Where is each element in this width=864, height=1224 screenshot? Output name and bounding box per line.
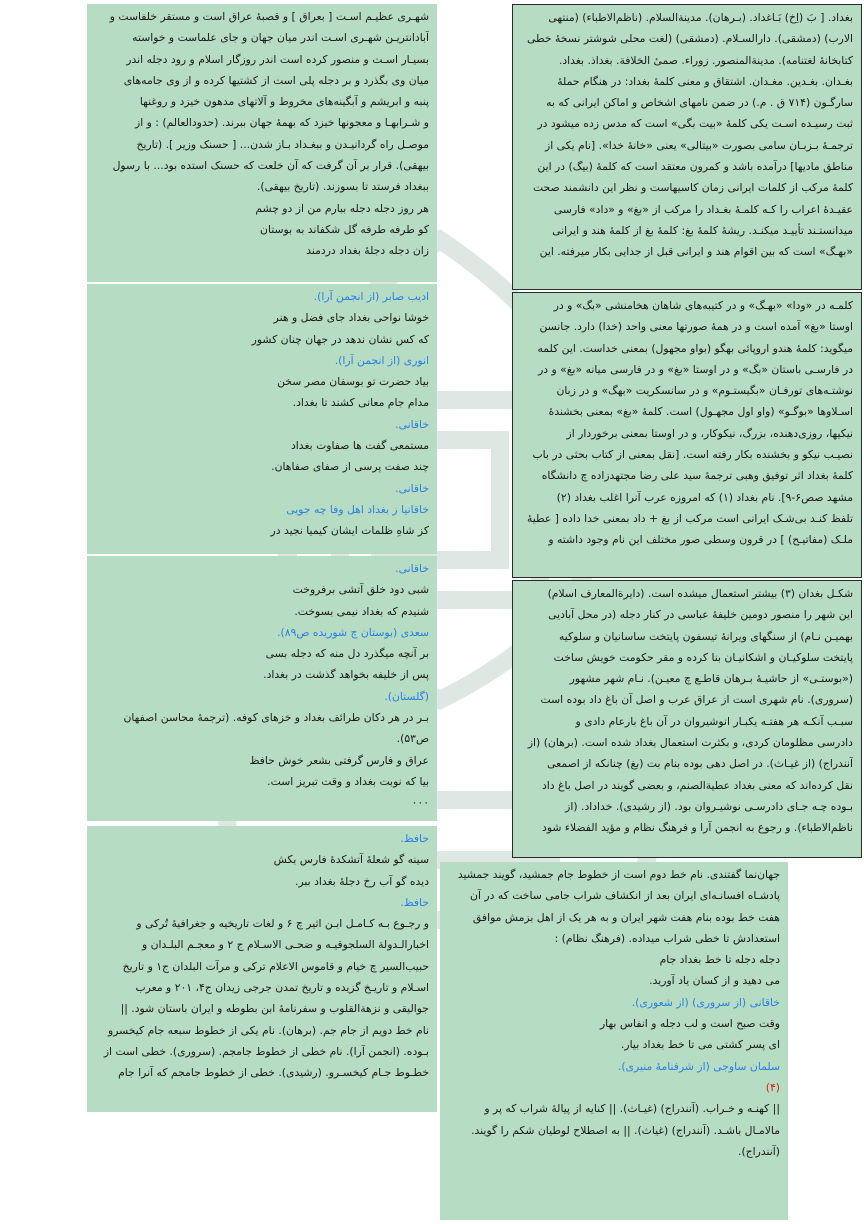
text-line: عراق و فارس گرفتی بشعر خوش حافظ	[249, 753, 429, 767]
text-line: کز شاهِ ظلمات ایشان کیمیا نجید در	[270, 524, 429, 538]
text-line: نوشتـه‌های تورفـان «بگیستـوم» و در سانسکریت «بهگ» و در زبان	[556, 384, 853, 398]
text-line: نصیـب نیکو و بخشنده بکار رفته است. [نقل بمعنی از کتاب بحثی در باب	[532, 448, 853, 462]
text-line: (گلستان).	[384, 689, 429, 703]
text-panel-5	[87, 284, 437, 554]
text-line: بـوده چـه جـای دادرسـی نوشیـروان بود. (از رشیدی). خداداد. (از	[565, 799, 853, 813]
text-line: این شهر را منصور دومین خلیفهٔ عباسی در کنار دجله (در محل آبادیی	[548, 608, 853, 622]
text-line: کلمهٔ بغداد اثر توفیق وهبی ترجمهٔ سید علی رضا مجتهدزاده چ دانشگاه	[541, 469, 853, 483]
text-line: ملـک (مفاتیـح) ] در قرون وسطی صور مختلف این نام وجود داشته و	[548, 533, 853, 547]
text-line: اخبارالـدولة السلجوقیـه و ضحـی الاسـلام ج ۲ و معجـم البلـدان و	[141, 938, 429, 952]
text-line: شنیدم که بغداد نیمی بسوخت.	[294, 604, 429, 618]
text-line: میگوید: کلمهٔ هندو اروپائی بهگو (بواو مجهول) بمعنی خداست. این کلمه	[537, 341, 853, 355]
text-line: خاقانی (از سروری) (از شعوری).	[631, 995, 780, 1009]
text-line: بـر در هر دکان طرائف بغداد و خزهای کوفه. (ترجمهٔ محاسن اصفهان	[123, 711, 429, 725]
text-line: حبیب‌السیر چ خیام و قاموس الاعلام ترکی و مرآت البلدان ج۱ و تاریخ	[122, 959, 429, 973]
text-line: هر روز دجله دجله ببارم من از دو چشم	[255, 201, 429, 215]
text-line: موصـل راه گردانیـدن و ببغـداد بـاز شدن... [ حسنک وزیر ]. (تاریخ	[136, 137, 429, 151]
text-line: حافظ.	[400, 832, 429, 845]
text-line: جوالیقی و نزهة‌القلوب و سفرنامهٔ ابن بطوطه و ایران باستان شود. ||	[120, 1002, 429, 1016]
text-line: تلفظ کنـد بی‌شـک ایرانی است مرکب از بغ + داد بمعنی خدا داده [ عطیهٔ	[526, 511, 853, 525]
text-line: چند صفت پرسی از صفای صفاهان.	[271, 460, 429, 474]
text-line: دجله دجله تا خط بغداد جام	[659, 953, 780, 967]
text-line: و شـرابهـا و معجونها خیزد که بهمهٔ جهان ببرند. (حدودالعالم) : و از	[135, 116, 429, 130]
text-line: وقت صبح است و لب دجله و انفاس بهار	[599, 1017, 780, 1031]
text-line: سبـب آنکـه هر هفتـه یکبـار انوشیروان در آن باغ بارعام دادی و	[575, 714, 853, 728]
text-line: نام خط دویم از جام جم. (برهان). نام یکی از خطوط سبعه جام کیخسرو	[108, 1023, 429, 1037]
text-line: ادیب صابر (از انجمن آرا).	[313, 290, 429, 303]
text-line: (آنندراج).	[738, 1144, 780, 1158]
text-line: نقل کرده‌اند که معنی بغداد عطیة‌الصنم، و بعضی گویند در اصل باغ داد	[541, 778, 853, 792]
text-line: کتابخانهٔ لغتنامه). مدینة‌المنصور. زوراء. صمیٔ الخلافة. بغداذ. بغداد.	[558, 53, 853, 67]
text-line: بغـدان. بغـدین. مغـدان. اشتقاق و معنی کلمهٔ بغداد: در هنگام حملهٔ	[557, 74, 853, 88]
text-line: آبادانتریـن شهـری اسـت اندر میان جهان و جای علماست و خواسته	[132, 31, 429, 45]
text-line: ثبت رسیـده اسـت یکی کلمهٔ «بیت بگی» است که مدس زده میشود در	[537, 117, 853, 131]
text-line: استعدادش تا خطی شراب میداده. (فرهنگ نظام) :	[554, 931, 780, 945]
text-line: حافظ.	[400, 895, 429, 909]
text-line: بـوده. (انجمن آرا). نام خطی از خطوط جامجم. (سروری). خطی است از	[103, 1044, 429, 1058]
text-line: خاقانی.	[395, 562, 429, 575]
text-line: کلمهٔ مرکب از کلمات ایرانی زمان کاسیهاست و نظر این دانشمند صحت	[532, 181, 853, 195]
text-line: مدام جام معانی کشند تا بغداد.	[292, 396, 429, 410]
text-line: عقیـدهٔ اعراب را کـه کلمـهٔ بغـداد را مرکب از «بغ» و «داد» فارسی	[553, 202, 853, 216]
text-panel-3	[512, 580, 862, 858]
text-line: خاقانیا ز بغداد اهل وفا چه جویی	[286, 502, 429, 516]
text-line: پادشـاه افسانـه‌ای ایران بعد از انکشاف شراب جامی ساخت که در آن	[470, 889, 780, 903]
text-line: بیاد حضرت تو بوسفان مصر سخن	[277, 375, 429, 389]
text-line: انوری (از انجمن آرا).	[334, 353, 429, 367]
text-line: ۰۰۰	[411, 796, 429, 810]
text-panel-7	[87, 826, 437, 1112]
text-line: خطـوط جـام کیخسـرو. (رشیدی). خطی از خطوط جامجم که آنرا جام	[118, 1066, 429, 1080]
text-line: اوستا «بغ» آمده است و در همهٔ صورتها معنی واحد (خدا) دارد. جانسن	[539, 320, 853, 334]
text-line: پایتخت سلوکیـان و اشکانیـان بنا کرده و مقر حکومت خویش ساخت	[553, 650, 853, 664]
text-line: بغداد. [ بَ (اِخ) بَـاغداد. (بـرهان). مدینةالسلام. (ناظم‌الاطباء) (منتهی	[548, 11, 853, 24]
text-line: می دهید و از کسان یاد آورید.	[649, 974, 780, 988]
text-line: کو طرفه طرفه گل شکفاند به بوستان	[260, 222, 429, 236]
text-line: سعدی (بوستان چ شوریده ص۸۹).	[277, 625, 429, 639]
text-line: شکـل بغدان (۳) بیشتر استعمال میشده است. (دایرة‌المعارف اسلام)	[547, 587, 853, 600]
text-line: الارب) (دمشقی). دارالسـلام. (دمشقی) (لغت محلی شوشتر نسخهٔ خطی	[527, 32, 853, 46]
text-line: «بهـگ» است که بین اقوام هند و ایرانی قبل از جدایی بکار میرفته. این	[539, 245, 853, 259]
text-line: مناطق مادیها] درآمده باشد و کمرون معتقد است که کلمهٔ (بیگ) در این	[537, 160, 853, 174]
text-line: (سروری). نام شهری است از عراق عرب و اصل آن باغ داد بوده است	[540, 693, 853, 707]
text-line: آنندراج) (از غیـاث). در اصل دهی بوده بنام بت (بغ) چنانکه از اصمعی	[547, 757, 853, 771]
text-line: مستمعی گفت ها صفاوت بغداد	[290, 439, 429, 453]
text-line: در فارسـی باستان «بگ» و در اوستا «بغ» و در فارسی میانه «بغ» و در	[538, 362, 853, 376]
text-line: دیده گو آب رخ دجلهٔ بغداد ببر.	[295, 874, 429, 888]
text-line: خاقانی.	[395, 417, 429, 431]
text-line: پنبه و ابریشم و آبگینه‌های مخروط و آلاتهای مدهون خیزد و روغنها	[139, 95, 429, 109]
text-line: || کهنـه و خـراب. (آنندراج) (غیـاث). || کنایه از پیالهٔ شراب که پر و	[484, 1102, 780, 1116]
text-line: پس از خلیفه بخواهد گذشت در بغداد.	[263, 668, 429, 682]
text-line: ناظم‌الاطباء). و رجوع به انجمن آرا و فرهنگ نظام و مؤید الفضلاء شود	[542, 821, 853, 835]
text-panel-8	[440, 862, 788, 1220]
text-line: مالامـال باشـد. (آنندراج) (غیاث). || به اصطلاح لوطیان شکم را گویند.	[471, 1123, 780, 1137]
text-line: هفت خط بوده بنام هفت شهر ایران و به هر یک از اهل بزمش موافق	[472, 910, 780, 924]
text-line: مشهد صص۶-۹]. نام بغداد (۱) که امروزه عرب آنرا اغلب بغداد (۲)	[556, 490, 853, 504]
text-line: خاقانی.	[395, 481, 429, 495]
text-panel-1	[512, 4, 862, 290]
text-line: میدانستـند تأییـد میکنـد. ریشهٔ کلمهٔ بغ: کلمهٔ بغ از کلمهٔ هند و ایرانی	[552, 223, 853, 237]
text-line: ببغداد فرستد تا بسوزند. (تاریخ بیهقی).	[256, 180, 429, 194]
text-line: اسـلام و تاریـخ گزیده و تاریخ تمدن جرجی زیدان ج۴، ۲۰۱ و معرب	[135, 981, 429, 995]
text-line: («بوستـی» از حاشیـهٔ بـرهان قاطـع چ معیـن). نـام شهر مشهور	[569, 672, 853, 686]
text-line: و رجـوع بـه کـامـل ابـن اثیر چ ۶ و لغات تاریخیه و جغرافیهٔ تُرکی و	[136, 917, 429, 931]
text-line: شهـری عظیـم اسـت [ بعراق ] و قصبهٔ عراق است و مستقر خلفاست و	[109, 10, 429, 23]
text-line: کلمـه در «ودا» «بهـگ» و در کتیبه‌های شاهان هخامنشی «بگ» و در	[553, 299, 853, 312]
text-panel-2	[512, 292, 862, 578]
text-line: بسیـار اسـت و منصور کرده است اندر روزگار اسلام و رود دجله اندر	[126, 52, 429, 66]
text-line: میان وی بگذرد و بر دجله پلی است از کشتیها کرده و از وی جامه‌های	[123, 73, 429, 87]
text-line: زان دجله دجلهٔ بغداد دردمند	[306, 244, 429, 258]
text-line: دادرسی مظلومان کردی، و بکثرت استعمال بغداد شده است. (برهان) (از	[527, 736, 853, 750]
text-line: اسـلاوها «بوگـو» (واو اول مجهـول) است. کلمهٔ «بغ» بمعنی بخشندهٔ	[548, 405, 853, 419]
text-line: بر آنچه میگذرد دل منه که دجله بسی	[265, 647, 429, 661]
text-line: شبی دود خلق آتشی برفروخت	[292, 583, 429, 597]
text-line: سلمان ساوجی (از شرفنامهٔ منیری).	[617, 1059, 780, 1073]
text-line: ترجمـهٔ بـزبـان سامی بصورت «بیتالی» یعنی «خانهٔ خدا». [نام یکی از	[544, 138, 853, 152]
text-panel-6	[87, 556, 437, 821]
text-line: نیکیها، روزی‌دهنده، بزرگ، نیکوکار، و در اوستا بمعنی برخوردار از	[566, 426, 853, 440]
text-line: سارگـون (۷۱۴ ق . م.) در ضمن نامهای اشخاص و اماکن ایرانی که به	[546, 96, 853, 110]
text-line: ای پسر کشتی می تا خط بغداد بیار.	[621, 1038, 780, 1052]
text-line: (۴)	[765, 1080, 780, 1094]
text-line: سینه گو شعلهٔ آتشکدهٔ فارس بکش	[273, 853, 429, 867]
text-line: که کس نشان ندهد در جهان چنان کشور	[251, 332, 429, 346]
text-line: جهان‌نما گفتندی. نام خط دوم است از خطوط جام جمشید، گویند جمشید	[457, 868, 780, 881]
text-line: بیهقی). قرار بر آن گرفت که آن خلعت که حسنک استده بود... با رسول	[112, 159, 429, 173]
text-line: ص۵۳).	[396, 732, 429, 746]
text-line: بیا که نوبت بغداد و وقت تبریز است.	[267, 774, 429, 788]
text-line: بهمیـن نـام) از سنگهای ویرانهٔ تیسفون پایتخت ساسانیان و سلوکیه	[558, 629, 853, 643]
text-panel-4	[87, 4, 437, 282]
text-line: خوشا نواحی بغداد جای فضل و هنر	[273, 311, 429, 325]
